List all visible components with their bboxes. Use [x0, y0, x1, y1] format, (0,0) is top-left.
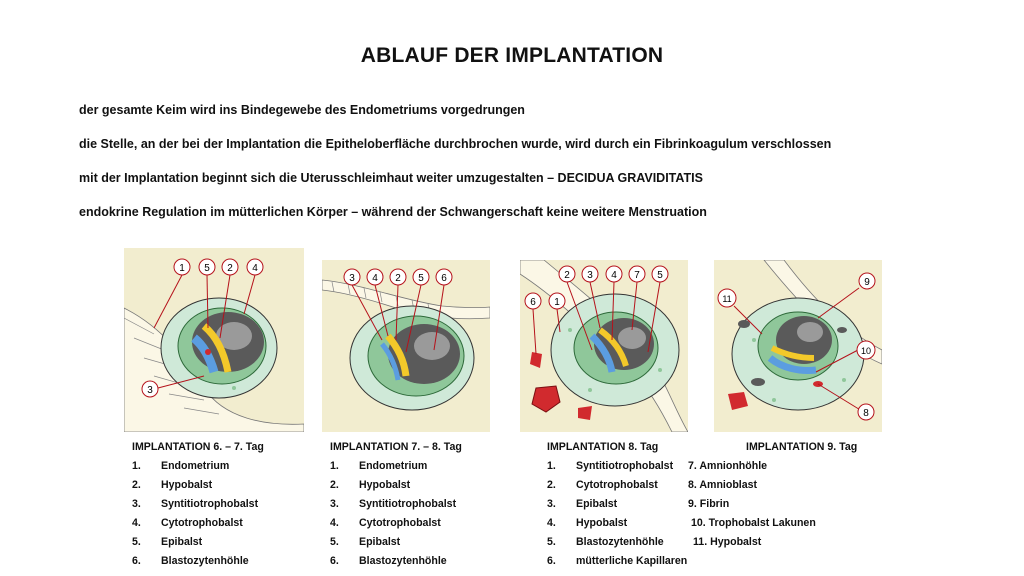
caption-heading: IMPLANTATION 9. Tag [746, 441, 858, 453]
callout-6 [525, 293, 541, 309]
svg-text:10: 10 [860, 346, 872, 356]
callout-4 [367, 269, 383, 285]
svg-text:6: 6 [530, 297, 536, 308]
svg-text:3: 3 [349, 273, 355, 284]
callout-2 [559, 266, 575, 282]
caption-implantation-day-9 [746, 441, 886, 461]
callout-4 [606, 266, 622, 282]
callout-3 [344, 269, 360, 285]
svg-text:2: 2 [227, 263, 233, 274]
svg-text:5: 5 [657, 270, 663, 281]
svg-text:7: 7 [634, 270, 640, 281]
svg-text:5: 5 [204, 263, 210, 274]
callout-11 [718, 289, 736, 307]
bullet-2: die Stelle, an der bei der Implantation die Epitheloberfläche durchbrochen wurde, wird durch ein Fibrinkoagulum verschlossen [79, 137, 832, 151]
svg-text:8: 8 [863, 408, 869, 419]
callout-6 [436, 269, 452, 285]
bullet-1: der gesamte Keim wird ins Bindegewebe des Endometriums vorgedrungen [79, 103, 525, 117]
svg-text:5: 5 [418, 273, 424, 284]
svg-text:4: 4 [252, 263, 258, 274]
svg-text:9: 9 [864, 277, 870, 288]
svg-text:2: 2 [395, 273, 401, 284]
svg-text:1: 1 [179, 263, 185, 274]
callout-2 [222, 259, 238, 275]
callout-1 [174, 259, 190, 275]
callout-3 [142, 381, 158, 397]
caption-implantation-day-6-7: IMPLANTATION 6. – 7. Tag 1. Endometrium 2. Hypobalst 3. Syntitiotrophobalst 4. Cytotrophobalst 5. Epibalst 6. Blastozytenhöhle [132, 441, 264, 567]
callout-4 [247, 259, 263, 275]
callout-3 [582, 266, 598, 282]
svg-text:1: 1 [554, 297, 560, 308]
bullet-4: endokrine Regulation im mütterlichen Körper – während der Schwangerschaft keine weitere Menstruation [79, 205, 707, 219]
diagram-implantation-day-8 [520, 260, 688, 432]
svg-text:3: 3 [587, 270, 593, 281]
svg-text:4: 4 [372, 273, 378, 284]
callout-7 [629, 266, 645, 282]
diagram-implantation-day-7-8 [322, 260, 490, 432]
bullet-3: mit der Implantation beginnt sich die Uterusschleimhaut weiter umzugestalten – DECIDUA GRAVIDITATIS [79, 171, 703, 185]
svg-text:11: 11 [722, 294, 732, 304]
callout-5 [652, 266, 668, 282]
caption-implantation-day-8: IMPLANTATION 8. Tag 1. Syntitiotrophobalst 7. Amnionhöhle 2. Cytotrophobalst 8. Amnioblast 3. Epibalst 9. Fibrin 4. Hypobalst 10. Trophobalst Lakunen 5. Blastozytenhöhle 11. Hypobalst 6. mütterliche Kapillaren [547, 441, 816, 567]
diagram-implantation-day-9 [714, 260, 882, 432]
callout-5 [199, 259, 215, 275]
svg-text:6: 6 [441, 273, 447, 284]
caption-heading: IMPLANTATION 6. – 7. Tag [132, 441, 264, 453]
svg-text:3: 3 [147, 385, 153, 396]
diagram-implantation-day-6-7 [124, 248, 304, 432]
caption-implantation-day-7-8: IMPLANTATION 7. – 8. Tag 1. Endometrium 2. Hypobalst 3. Syntitiotrophobalst 4. Cytotrophobalst 5. Epibalst 6. Blastozytenhöhle [330, 441, 462, 567]
svg-text:2: 2 [564, 270, 570, 281]
callout-8 [858, 404, 874, 420]
callout-10 [857, 341, 875, 359]
caption-heading: IMPLANTATION 8. Tag [547, 441, 659, 453]
page-title: ABLAUF DER IMPLANTATION [360, 44, 664, 67]
callout-2 [390, 269, 406, 285]
callout-5 [413, 269, 429, 285]
callout-9 [859, 273, 875, 289]
caption-heading: IMPLANTATION 7. – 8. Tag [330, 441, 462, 453]
svg-text:4: 4 [611, 270, 617, 281]
callout-1 [549, 293, 565, 309]
